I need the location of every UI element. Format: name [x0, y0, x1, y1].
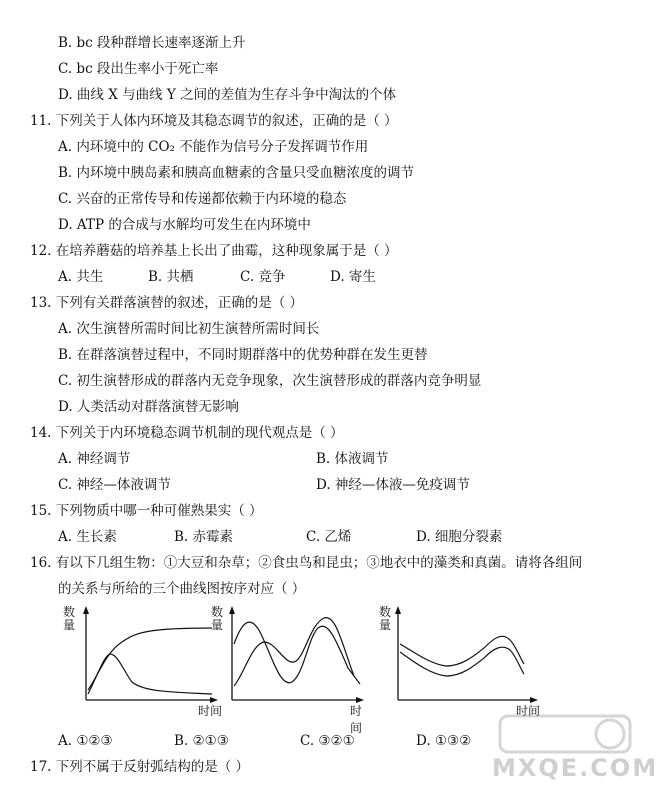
q16-option-a: A. ①②③ [58, 733, 113, 749]
question-11: 11. 下列关于人体内环境及其稳态调节的叙述，正确的是（ ） [30, 113, 398, 129]
chart1-curve-declining [88, 654, 212, 694]
chart2-plot [208, 604, 368, 704]
q16-option-c: C. ③②① [300, 733, 355, 749]
q12-option-c: C. 竞争 [240, 269, 286, 285]
q10-option-b: B. bc 段种群增长速率逐渐上升 [58, 35, 246, 51]
chart3-curve-lower [400, 647, 524, 676]
q10-option-c: C. bc 段出生率小于死亡率 [58, 61, 219, 77]
q13-option-b: B. 在群落演替过程中，不同时期群落中的优势种群在发生更替 [58, 347, 428, 363]
q11-option-b: B. 内环境中胰岛素和胰高血糖素的含量只受血糖浓度的调节 [58, 165, 415, 181]
q15-option-c: C. 乙烯 [306, 529, 352, 545]
question-17: 17. 下列不属于反射弧结构的是（ ） [30, 759, 250, 775]
question-13: 13. 下列有关群落演替的叙述，正确的是（ ） [30, 295, 304, 311]
chart1-curve-rising [88, 628, 212, 690]
chart1-xlabel: 时间 [198, 704, 223, 718]
q15-option-a: A. 生长素 [58, 529, 117, 545]
q14-option-d: D. 神经—体液—免疫调节 [316, 477, 470, 493]
chart1-plot [62, 604, 222, 704]
q10-option-d: D. 曲线 X 与曲线 Y 之间的差值为生存斗争中淘汰的个体 [58, 87, 397, 103]
question-12: 12. 在培养蘑菇的培养基上长出了曲霉，这种现象属于是（ ） [30, 243, 398, 259]
chart1-ylabel: 数量 [62, 605, 75, 632]
q15-option-b: B. 赤霉素 [174, 529, 234, 545]
chart2-ylabel: 数量 [210, 605, 223, 632]
question-16: 16. 有以下几组生物：①大豆和杂草；②食虫鸟和昆虫；③地衣中的藻类和真菌。请将各组间 [30, 555, 583, 571]
q13-option-d: D. 人类活动对群落演替无影响 [58, 399, 239, 415]
chart2-curve-2 [234, 618, 354, 686]
question-16-continued: 的关系与所给的三个曲线图按序对应（ ） [58, 581, 306, 597]
watermark-logo [470, 712, 660, 782]
q14-option-c: C. 神经—体液调节 [58, 477, 171, 493]
q11-option-a: A. 内环境中的 CO₂ 不能作为信号分子发挥调节作用 [58, 139, 369, 155]
q12-option-b: B. 共栖 [148, 269, 194, 285]
chart3-ylabel: 数量 [378, 605, 391, 632]
q15-option-d: D. 细胞分裂素 [416, 529, 503, 545]
q13-option-c: C. 初生演替形成的群落内无竞争现象，次生演替形成的群落内竞争明显 [58, 373, 482, 389]
q13-option-a: A. 次生演替所需时间比初生演替所需时间长 [58, 321, 320, 337]
chart3-xlabel: 时间 [516, 704, 541, 718]
curve-chart-2 [208, 604, 368, 735]
q12-option-d: D. 寄生 [330, 269, 376, 285]
curve-chart-3 [374, 604, 544, 720]
question-15: 15. 下列物质中哪一种可催熟果实（ ） [30, 503, 263, 519]
chart2-xlabel: 时间 [350, 704, 363, 735]
q11-option-c: C. 兴奋的正常传导和传递都依赖于内环境的稳态 [58, 191, 347, 207]
q14-option-b: B. 体液调节 [316, 451, 389, 467]
chart3-curve-upper [400, 636, 524, 666]
watermark-text: MXQE.COM [492, 754, 659, 782]
q11-option-d: D. ATP 的合成与水解均可发生在内环境中 [58, 217, 311, 233]
curve-chart-1 [62, 604, 222, 720]
q16-option-d: D. ①③② [416, 733, 472, 749]
q12-option-a: A. 共生 [58, 269, 104, 285]
question-14: 14. 下列关于内环境稳态调节机制的现代观点是（ ） [30, 425, 344, 441]
q14-option-a: A. 神经调节 [58, 451, 131, 467]
chart3-plot [374, 604, 544, 704]
q16-option-b: B. ②①③ [174, 733, 229, 749]
